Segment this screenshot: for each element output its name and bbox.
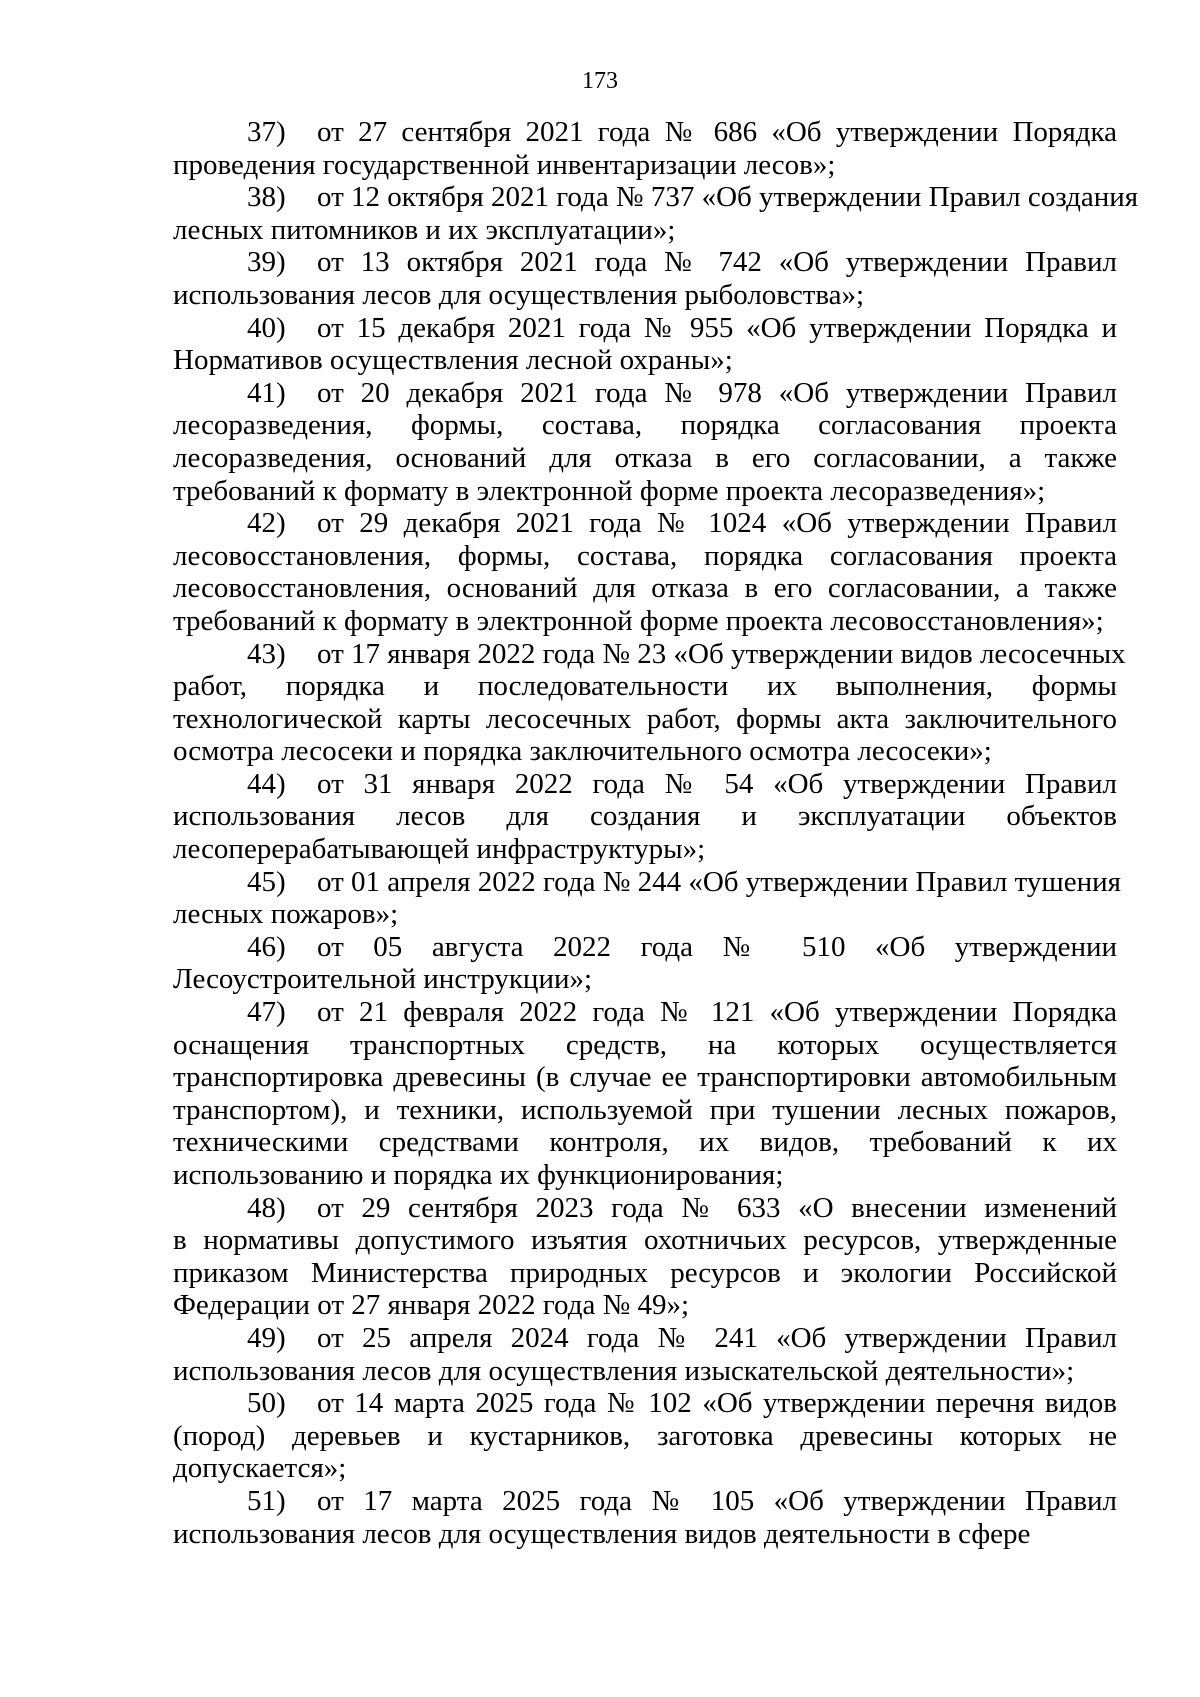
- item-first-line: от 15 декабря 2021 года № 955 «Об утверждении Порядка и: [317, 311, 1117, 344]
- item-first-line: от 13 октября 2021 года № 742 «Об утверждении Правил: [317, 246, 1117, 279]
- item-number: 40): [247, 311, 286, 344]
- document-body: [173, 116, 1139, 1550]
- item-first-line: от 31 января 2022 года № 54 «Об утверждении Правил: [317, 767, 1117, 800]
- item-number: 45): [247, 865, 286, 898]
- item-first-line: от 29 сентября 2023 года № 633 «О внесении изменений: [317, 1191, 1117, 1224]
- list-item: [173, 1485, 1117, 1550]
- item-text: использования лесов для создания и эксплуатации объектов лесоперерабатывающей инфраструктуры»;: [173, 800, 1117, 866]
- list-item: [173, 865, 1121, 931]
- list-item: [173, 116, 1117, 181]
- list-item: [173, 637, 1126, 768]
- item-text: использования лесов для осуществления видов деятельности в сфере: [173, 1517, 1031, 1550]
- item-number: 51): [247, 1484, 286, 1517]
- item-text: использования лесов для осуществления изыскательской деятельности»;: [173, 1354, 1075, 1387]
- item-text: лесных питомников и их эксплуатации»;: [173, 213, 676, 246]
- item-text: Лесоустроительной инструкции»;: [173, 963, 593, 996]
- item-text: проведения государственной инвентаризации лесов»;: [173, 148, 836, 181]
- item-text: лесных пожаров»;: [173, 898, 399, 931]
- list-item: [173, 996, 1117, 1192]
- item-number: 47): [247, 996, 286, 1029]
- list-item: [173, 1322, 1117, 1387]
- list-item: [173, 768, 1117, 866]
- page-number: 173: [582, 68, 618, 94]
- item-text: работ, порядка и последовательности их выполнения, формы технологической карты лесосечных работ, формы акта заключительного осмотра лесосеки и порядка заключительного осмотра лесосеки»;: [173, 670, 1117, 768]
- item-first-line: от 17 января 2022 года № 23 «Об утверждении видов лесосечных: [317, 637, 1126, 670]
- item-first-line: от 17 марта 2025 года № 105 «Об утверждении Правил: [317, 1484, 1117, 1517]
- item-number: 50): [247, 1387, 286, 1420]
- list-item: [173, 181, 1139, 246]
- item-number: 42): [247, 507, 286, 540]
- item-text: Нормативов осуществления лесной охраны»;: [173, 344, 733, 377]
- item-first-line: от 12 октября 2021 года № 737 «Об утверждении Правил создания: [317, 181, 1139, 214]
- list-item: [173, 507, 1117, 637]
- item-text: в нормативы допустимого изъятия охотничьих ресурсов, утвержденные приказом Министерства природных ресурсов и экологии Российской Федерации от 27 января 2022 года № 49»;: [173, 1224, 1117, 1322]
- item-text: использования лесов для осуществления рыболовства»;: [173, 278, 865, 311]
- item-number: 41): [247, 376, 286, 409]
- item-first-line: от 21 февраля 2022 года № 121 «Об утверждении Порядка: [317, 996, 1117, 1029]
- item-text: лесовосстановления, формы, состава, порядка согласования проекта лесовосстановления, оснований для отказа в его согласовании, а также требований к формату в электронной форме проекта лесовосстановления»;: [173, 539, 1117, 637]
- item-number: 37): [247, 116, 286, 148]
- item-first-line: от 05 августа 2022 года № 510 «Об утверждении: [317, 930, 1117, 963]
- item-number: 48): [247, 1191, 286, 1224]
- item-number: 49): [247, 1321, 286, 1354]
- list-item: [173, 1387, 1117, 1485]
- item-first-line: от 20 декабря 2021 года № 978 «Об утверждении Правил: [317, 376, 1117, 409]
- item-text: лесоразведения, формы, состава, порядка согласования проекта лесоразведения, оснований для отказа в его согласовании, а также требований к формату в электронной форме проекта лесоразведения»;: [173, 409, 1117, 507]
- item-number: 38): [247, 181, 286, 214]
- list-item: [173, 377, 1117, 507]
- item-first-line: от 27 сентября 2021 года № 686 «Об утверждении Порядка: [317, 116, 1117, 148]
- item-first-line: от 29 декабря 2021 года № 1024 «Об утверждении Правил: [317, 507, 1117, 540]
- item-text: оснащения транспортных средств, на которых осуществляется транспортировка древесины (в случае ее транспортировки автомобильным транспортом), и техники, используемой при тушении лесных пожаров, техническими средствами контроля, их видов, требований к их использованию и порядка их функционирования;: [173, 1028, 1117, 1191]
- list-item: [173, 1192, 1117, 1322]
- item-number: 39): [247, 246, 286, 279]
- list-item: [173, 246, 1117, 311]
- item-text: (пород) деревьев и кустарников, заготовка древесины которых не допускается»;: [173, 1419, 1117, 1485]
- item-first-line: от 01 апреля 2022 года № 244 «Об утверждении Правил тушения: [317, 865, 1121, 898]
- item-number: 44): [247, 767, 286, 800]
- item-first-line: от 25 апреля 2024 года № 241 «Об утверждении Правил: [317, 1321, 1117, 1354]
- item-number: 46): [247, 930, 286, 963]
- list-item: [173, 312, 1117, 377]
- item-number: 43): [247, 637, 286, 670]
- item-first-line: от 14 марта 2025 года № 102 «Об утверждении перечня видов: [317, 1387, 1117, 1420]
- list-item: [173, 931, 1117, 996]
